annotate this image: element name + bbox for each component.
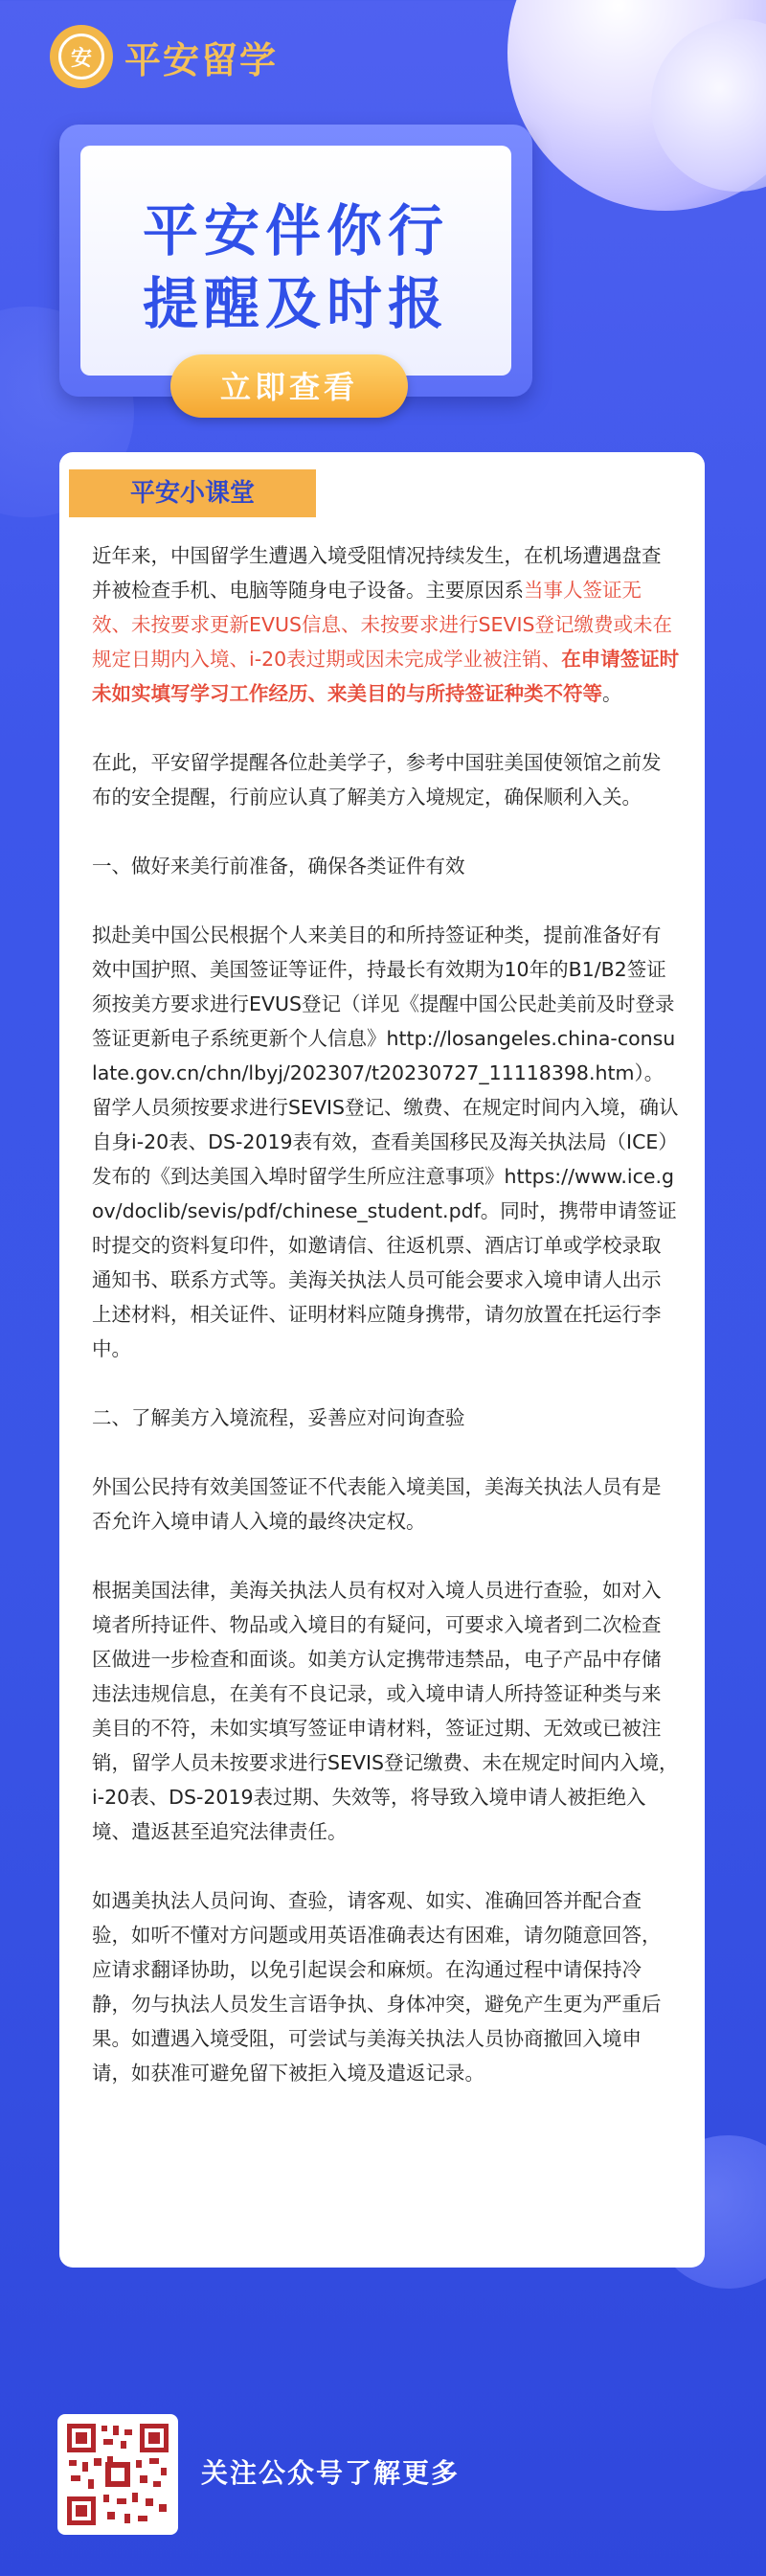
paragraph-intro bbox=[92, 538, 680, 711]
paragraph-preparation: 拟赴美中国公民根据个人来美目的和所持签证种类，提前准备好有效中国护照、美国签证等证件，持最长有效期为10年的B1/B2签证须按美方要求进行EVUS登记（详见《提醒中国公民赴美前及时登录签证更新电子系统更新个人信息》http://losangeles.china-consulate.gov.cn/chn/lbyj/202307/t20230727_11118398.htm）。留学人员须按要求进行SEVIS登记、缴费、在规定时间内入境，确认自身i-20表、DS-2019表有效，查看美国移民及海关执法局（ICE）发布的《到达美国入埠时留学生所应注意事项》https://www.ice.gov/doclib/sevis/pdf/chinese_student.pdf。同时，携带申请签证时提交的资料复印件，如邀请信、往返机票、酒店订单或学校录取通知书、联系方式等。美海关执法人员可能会要求入境申请人出示上述材料，相关证件、证明材料应随身携带，请勿放置在托运行李中。 bbox=[92, 923, 679, 1360]
qr-code[interactable] bbox=[57, 2414, 178, 2535]
paragraph-law: 根据美国法律，美海关执法人员有权对入境人员进行查验，如对入境者所持证件、物品或入境目的有疑问，可要求入境者到二次检查区做进一步检查和面谈。如美方认定携带违禁品，电子产品中存储违法违规信息，在美有不良记录，或入境申请人所持签证种类与来美目的不符，未如实填写签证申请材料，签证过期、无效或已被注销，留学人员未按要求进行SEVIS登记缴费、未在规定时间内入境，i-20表、DS-2019表过期、失效等，将导致入境申请人被拒绝入境、遣返甚至追究法律责任。 bbox=[92, 1579, 679, 1843]
hero-banner-panel bbox=[80, 146, 511, 376]
section-tag: 平安小课堂 bbox=[69, 469, 316, 517]
brand-logo-glyph: 安 bbox=[58, 34, 104, 80]
brand-logo bbox=[50, 25, 278, 88]
hero-title-line1: 平安伴你行 bbox=[142, 198, 449, 263]
article-content bbox=[92, 538, 680, 2125]
paragraph-visa-authority: 外国公民持有效美国签证不代表能入境美国，美海关执法人员有是否允许入境申请人入境的最终决定权。 bbox=[92, 1475, 662, 1533]
intro-highlight-bold: 在申请签证时未如实填写学习工作经历、来美目的与所持签证种类不符等 bbox=[92, 648, 680, 705]
heading-section-2: 二、了解美方入境流程，妥善应对问询查验 bbox=[92, 1406, 465, 1429]
intro-highlight: 当事人签证无效、未按要求更新EVUS信息、未按要求进行SEVIS登记缴费或未在规定日期内入境、i-20表过期或因未完成学业被注销、 bbox=[92, 579, 673, 671]
brand-logo-icon bbox=[50, 25, 113, 88]
hero-title-line2: 提醒及时报 bbox=[142, 271, 449, 336]
follow-account-text: 关注公众号了解更多 bbox=[201, 2457, 461, 2489]
heading-section-1: 一、做好来美行前准备，确保各类证件有效 bbox=[92, 855, 465, 878]
intro-text: 近年来，中国留学生遭遇入境受阻情况持续发生，在机场遭遇盘查并被检查手机、电脑等随身电子设备。主要原因系 bbox=[92, 544, 662, 602]
view-now-button[interactable]: 立即查看 bbox=[170, 354, 408, 418]
paragraph-reminder: 在此，平安留学提醒各位赴美学子，参考中国驻美国使领馆之前发布的安全提醒，行前应认真了解美方入境规定，确保顺利入关。 bbox=[92, 751, 662, 809]
article-card bbox=[59, 452, 705, 2268]
qr-code-icon bbox=[65, 2422, 170, 2527]
brand-name: 平安留学 bbox=[124, 37, 279, 81]
paragraph-inquiry: 如遇美执法人员问询、查验，请客观、如实、准确回答并配合查验，如听不懂对方问题或用英语准确表达有困难，请勿随意回答，应请求翻译协助，以免引起误会和麻烦。在沟通过程中请保持冷静，勿与执法人员发生言语争执、身体冲突，避免产生更为严重后果。如遭遇入境受阻，可尝试与美海关执法人员协商撤回入境申请，如获准可避免留下被拒入境及遣返记录。 bbox=[92, 1889, 662, 2085]
intro-end: 。 bbox=[602, 682, 622, 705]
